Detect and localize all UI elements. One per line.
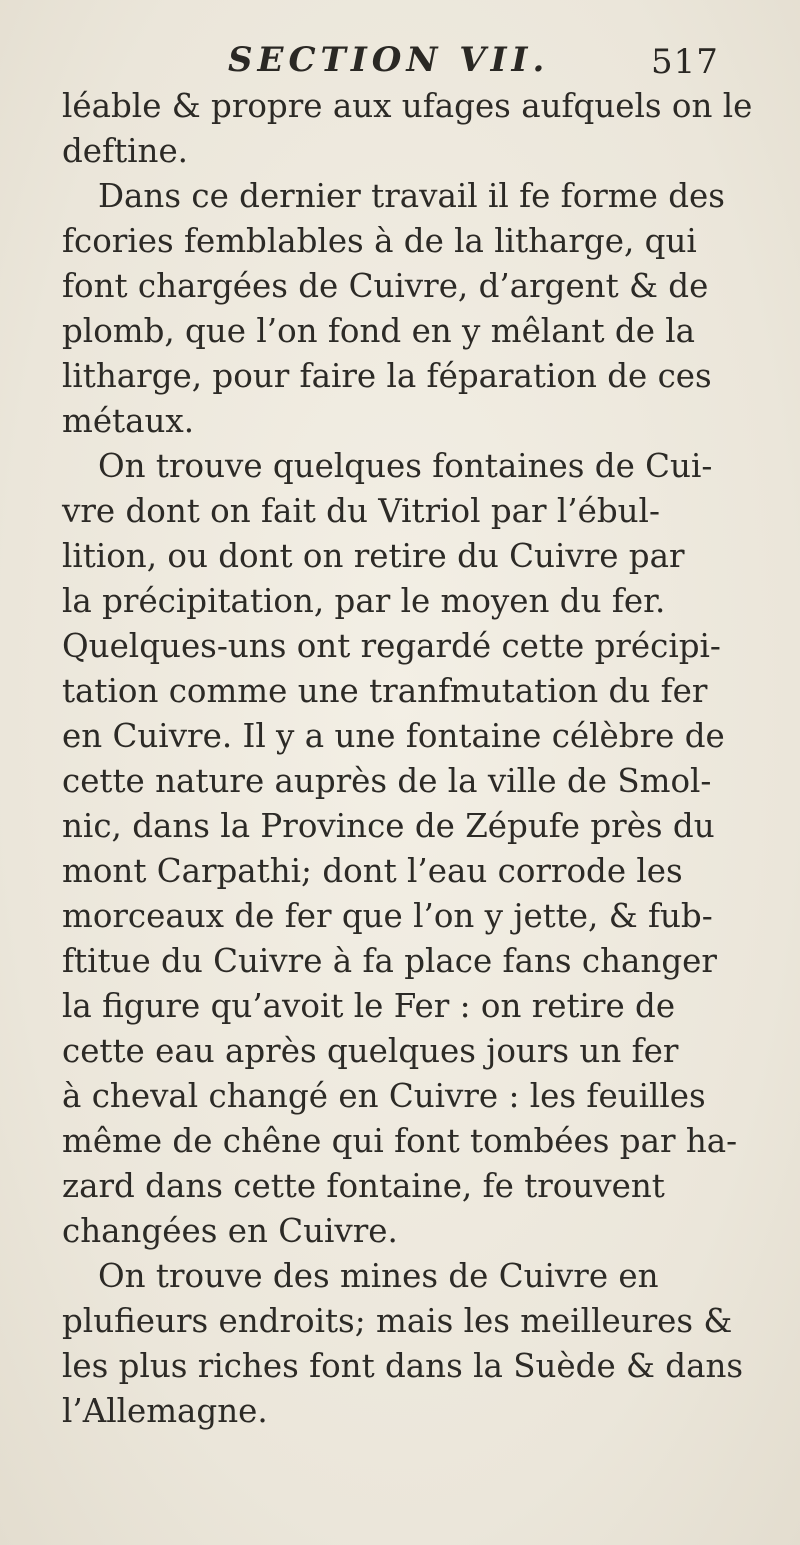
text-line: vre dont on fait du Vitriol par l’ébul-	[62, 492, 660, 530]
text-line: en Cuivre. Il y a une fontaine célèbre de	[62, 717, 725, 755]
text-line: Dans ce dernier travail il fe forme des	[98, 177, 725, 215]
text-line: cette nature auprès de la ville de Smol-	[62, 762, 712, 800]
text-line: même de chêne qui font tombées par ha-	[62, 1122, 738, 1160]
text-line: léable & propre aux ufages aufquels on le	[62, 87, 753, 125]
page-header	[0, 40, 800, 90]
text-line: plomb, que l’on fond en y mêlant de la	[62, 312, 696, 350]
text-line: morceaux de fer que l’on y jette, & fub-	[62, 897, 713, 935]
text-line: tation comme une tranfmutation du fer	[62, 672, 708, 710]
text-line: à cheval changé en Cuivre : les feuilles	[62, 1077, 706, 1115]
text-line: ftitue du Cuivre à fa place fans changer	[62, 942, 717, 980]
text-line: la figure qu’avoit le Fer : on retire de	[62, 987, 676, 1025]
text-line: mont Carpathi; dont l’eau corrode les	[62, 852, 683, 890]
text-line: la précipitation, par le moyen du fer.	[62, 582, 666, 620]
text-line: deftine.	[62, 132, 189, 170]
text-line: changées en Cuivre.	[62, 1212, 398, 1250]
running-title: SECTION VII.	[228, 40, 550, 80]
text-line: les plus riches font dans la Suède & dans	[62, 1347, 744, 1385]
body-text	[62, 84, 792, 1434]
text-line: fcories femblables à de la litharge, qui	[62, 222, 697, 260]
text-line: plufieurs endroits; mais les meilleures &	[62, 1302, 733, 1340]
text-line: litharge, pour faire la féparation de ces	[62, 357, 712, 395]
text-line: font chargées de Cuivre, d’argent & de	[62, 267, 709, 305]
text-line: lition, ou dont on retire du Cuivre par	[62, 537, 685, 575]
text-line: l’Allemagne.	[62, 1392, 268, 1430]
text-line: On trouve quelques fontaines de Cui-	[98, 447, 713, 485]
text-line: cette eau après quelques jours un fer	[62, 1032, 679, 1070]
text-line: On trouve des mines de Cuivre en	[98, 1257, 659, 1295]
page-number: 517	[651, 42, 719, 82]
text-line: nic, dans la Province de Zépufe près du	[62, 807, 715, 845]
text-line: métaux.	[62, 402, 195, 440]
text-line: zard dans cette fontaine, fe trouvent	[62, 1167, 665, 1205]
text-line: Quelques-uns ont regardé cette précipi-	[62, 627, 721, 665]
